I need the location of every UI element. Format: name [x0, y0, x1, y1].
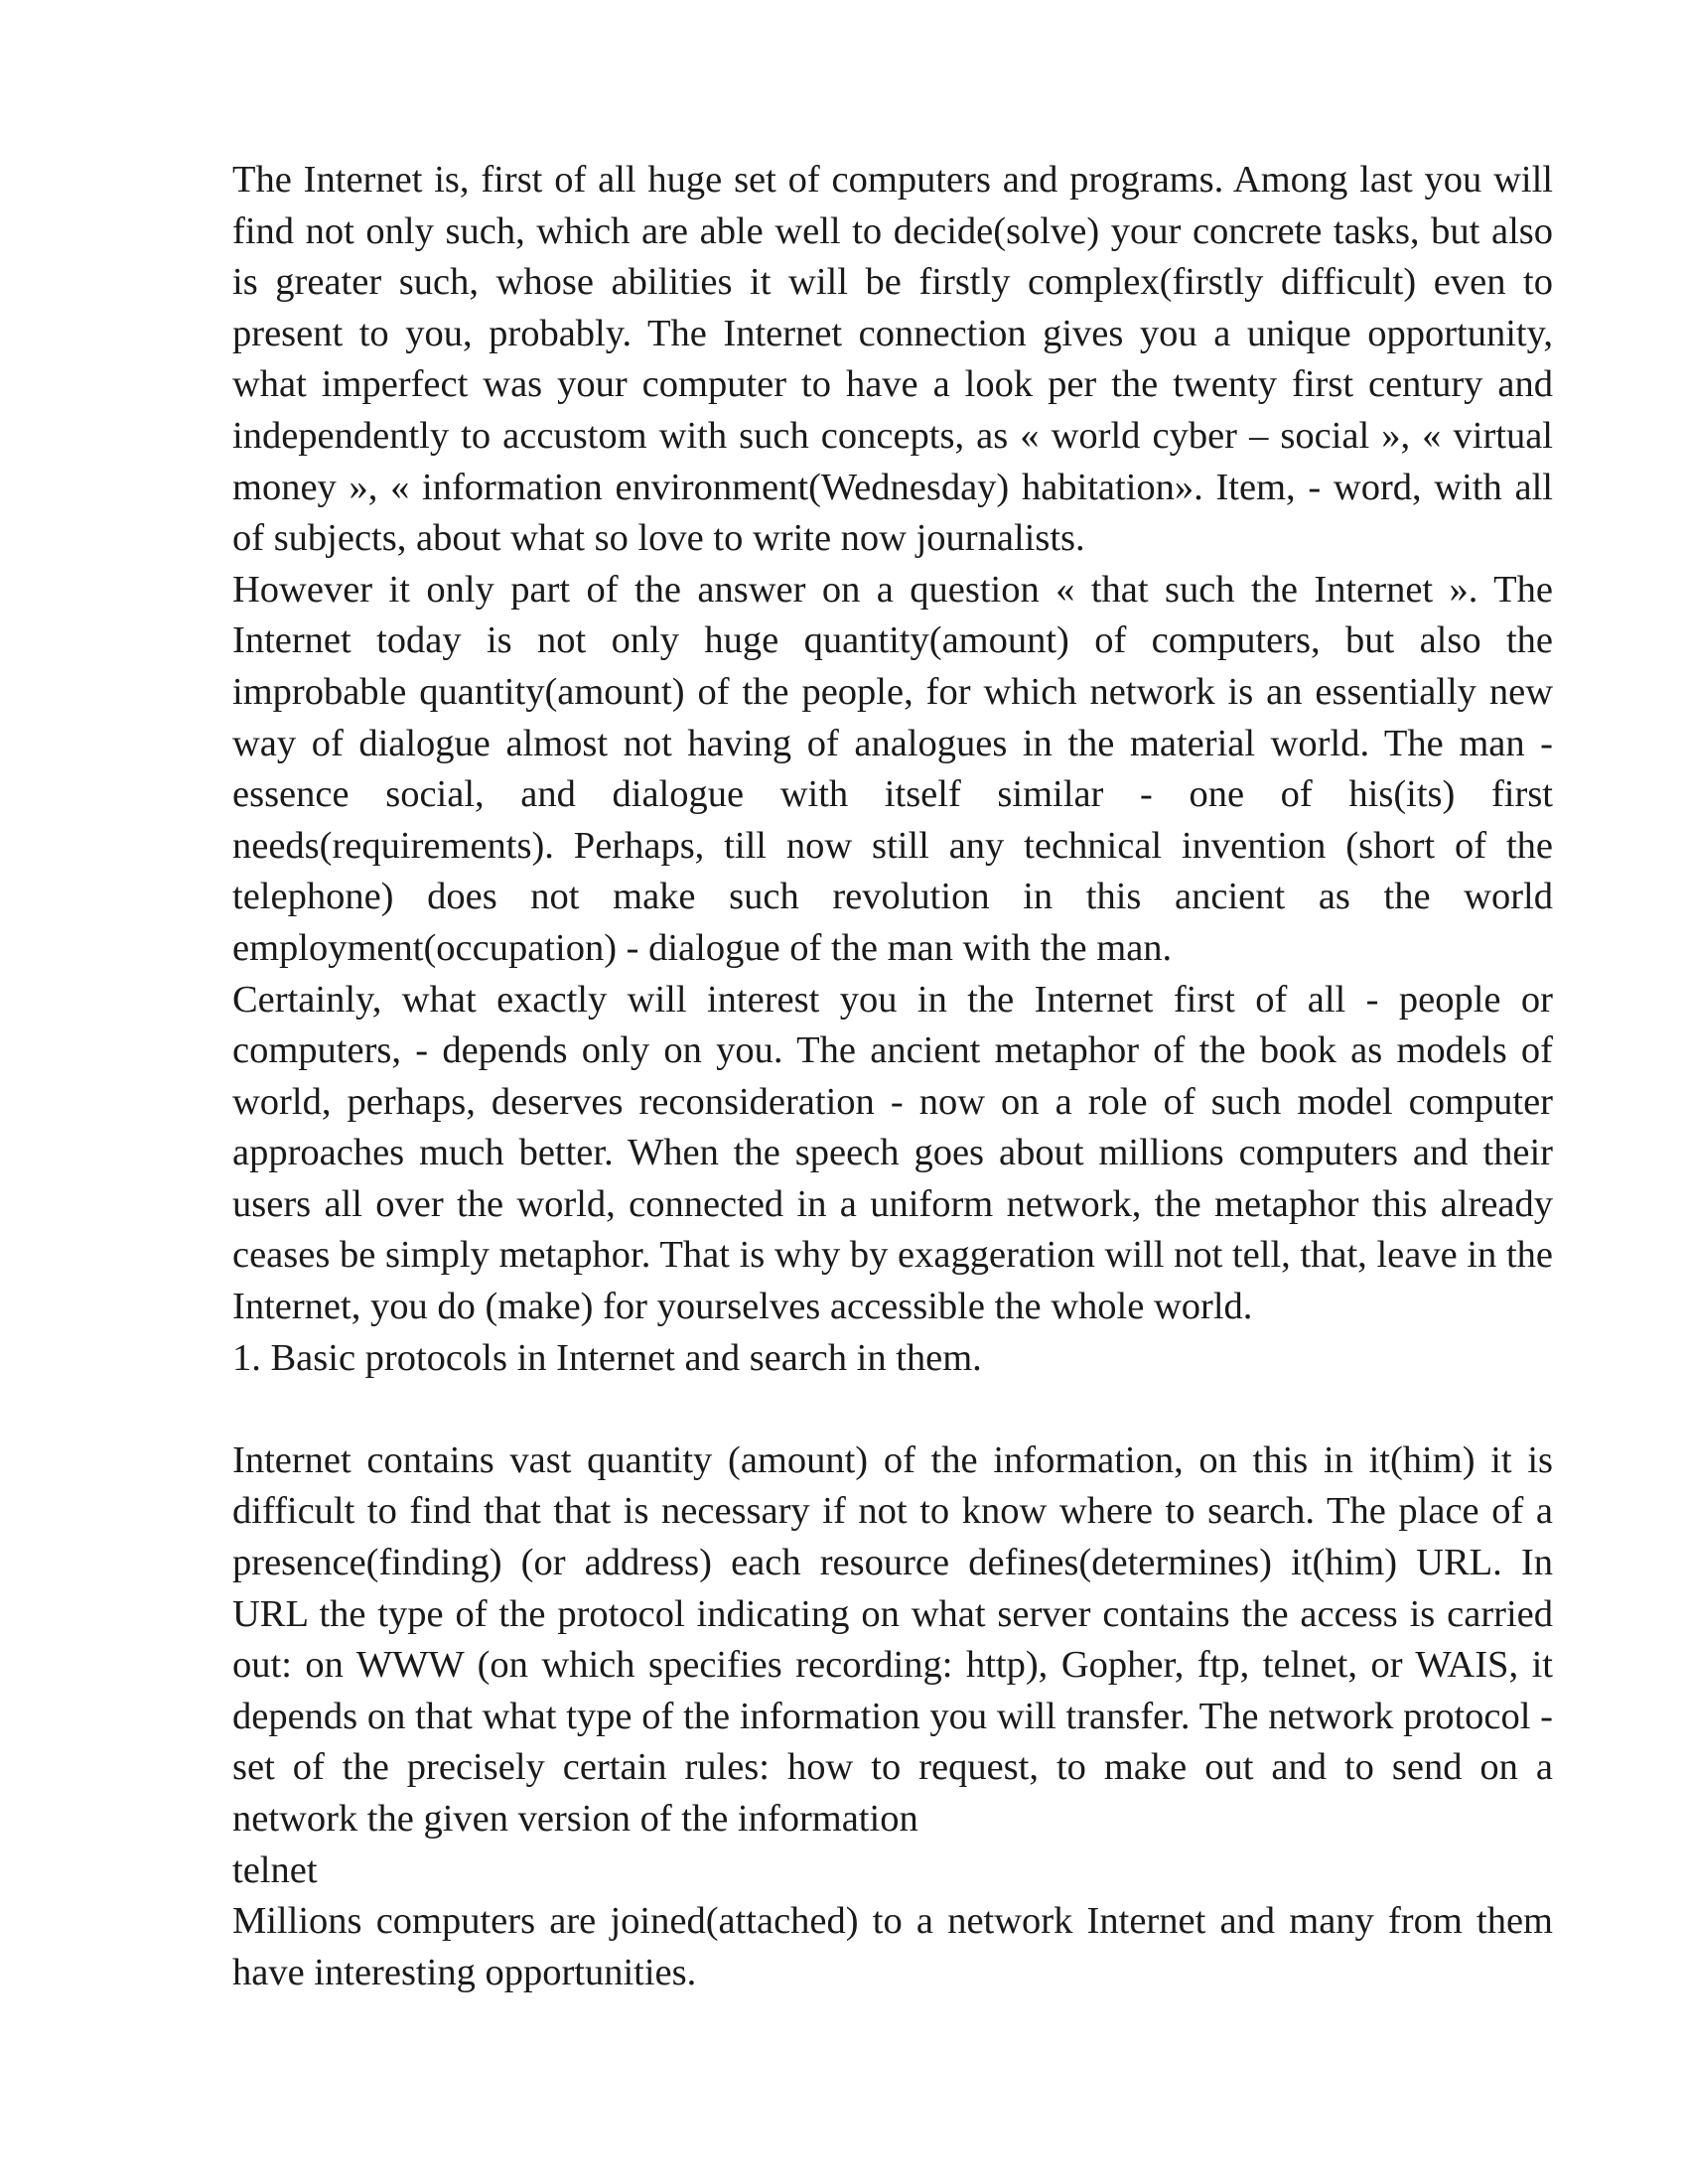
paragraph-internet-intro: The Internet is, first of all huge set of computers and programs. Among last you will find not only such, which are able well to decide(solve) your concrete tasks, but also is greater such, whose abilities it will be firstly complex(firstly difficult) even to present to you, probably. The Internet connection gives you a unique opportunity, what imperfect was your computer to have a look per the twenty first century and independently to accustom with such concepts, as « world cyber – social », « virtual money », « information environment(Wednesday) habitation». Item, - word, with all of subjects, about what so love to write now journalists.: [232, 159, 1553, 560]
blank-line: [232, 1384, 1553, 1435]
document-body: [232, 155, 1553, 1998]
section-heading-protocols: 1. Basic protocols in Internet and search in them.: [232, 1336, 982, 1379]
paragraph-metaphor: Certainly, what exactly will interest you in the Internet first of all - people or computers, - depends only on you. The ancient metaphor of the book as models of world, perhaps, deserves reconsideration - now on a role of such model computer approaches much better. When the speech goes about millions computers and their users all over the world, connected in a uniform network, the metaphor this already ceases be simply metaphor. That is why by exaggeration will not tell, that, leave in the Internet, you do (make) for yourselves accessible the whole world.: [232, 978, 1553, 1328]
subheading-telnet: telnet: [232, 1848, 318, 1891]
paragraph-url-protocols: Internet contains vast quantity (amount) of the information, on this in it(him) it is difficult to find that that is necessary if not to know where to search. The place of a presence(finding) (or address) each resource defines(determines) it(him) URL. In URL the type of the protocol indicating on what server contains the access is carried out: on WWW (on which specifies recording: http), Gopher, ftp, telnet, or WAIS, it depends on that what type of the information you will transfer. The network protocol - set of the precisely certain rules: how to request, to make out and to send on a network the given version of the information: [232, 1438, 1553, 1840]
paragraph-people-dialogue: However it only part of the answer on a question « that such the Internet ». The Internet today is not only huge quantity(amount) of computers, but also the improbable quantity(amount) of the people, for which network is an essentially new way of dialogue almost not having of analogues in the material world. The man - essence social, and dialogue with itself similar - one of his(its) first needs(requirements). Perhaps, till now still any technical invention (short of the telephone) does not make such revolution in this ancient as the world employment(occupation) - dialogue of the man with the man.: [232, 568, 1553, 969]
paragraph-millions-computers: Millions computers are joined(attached) to a network Internet and many from them have interesting opportunities.: [232, 1900, 1553, 1993]
